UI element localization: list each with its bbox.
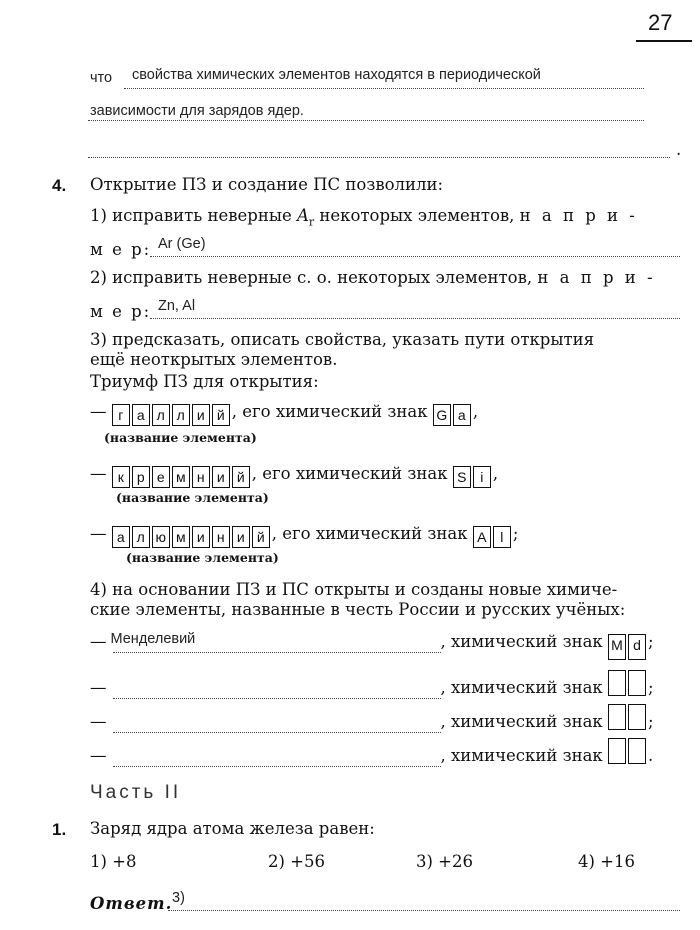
letter-box[interactable]: л xyxy=(172,404,190,426)
symbol-box[interactable] xyxy=(628,670,646,696)
answer-line xyxy=(150,256,680,257)
letter-box[interactable]: а xyxy=(112,526,130,548)
element-caption: (название элемента) xyxy=(116,490,269,505)
letter-box[interactable]: и xyxy=(232,526,250,548)
item4-line2: ские элементы, названные в честь России и русских учёных: xyxy=(90,600,626,619)
page-number: 27 xyxy=(648,10,673,35)
q1-text: Заряд ядра атома железа равен: xyxy=(90,819,375,838)
letter-box[interactable]: й xyxy=(212,404,230,426)
symbol-boxes[interactable] xyxy=(608,704,648,731)
sign-text: , химический знак xyxy=(440,746,603,765)
task4-item2 xyxy=(90,268,656,287)
item2-spaced: н а п р и - xyxy=(537,268,656,287)
q1-number: 1. xyxy=(52,820,67,839)
letter-box[interactable]: л xyxy=(132,526,150,548)
letter-box[interactable]: и xyxy=(192,526,210,548)
symbol-box[interactable]: i xyxy=(473,466,491,488)
dash: — xyxy=(90,712,107,731)
intro-end: . xyxy=(676,140,682,159)
ar-symbol: A xyxy=(296,206,309,225)
sign-text: , химический знак xyxy=(440,678,603,697)
symbol-boxes[interactable] xyxy=(608,632,648,660)
item1-text: 1) исправить неверные xyxy=(90,206,292,225)
symbol-box[interactable]: M xyxy=(608,634,626,660)
letter-box[interactable]: и xyxy=(212,466,230,488)
item1-answer[interactable]: Ar (Ge) xyxy=(158,236,206,252)
symbol-boxes[interactable] xyxy=(473,524,513,548)
item2-label: м е р: xyxy=(90,302,152,321)
row-end: . xyxy=(648,746,654,765)
letter-box[interactable]: а xyxy=(132,404,150,426)
row-end: , xyxy=(492,464,499,483)
element-caption: (название элемента) xyxy=(126,550,279,565)
q1-option-2[interactable]: 2) +56 xyxy=(268,852,326,871)
element-name: Менделевий xyxy=(110,631,196,647)
sign-text: , его химический знак xyxy=(251,464,448,483)
new-element-row xyxy=(90,670,654,699)
element-caption: (название элемента) xyxy=(104,430,257,445)
symbol-box[interactable]: A xyxy=(473,526,491,548)
element-name-boxes[interactable] xyxy=(112,524,272,548)
symbol-box[interactable]: G xyxy=(433,404,451,426)
ar-sub: r xyxy=(308,215,315,229)
letter-box[interactable]: ю xyxy=(152,526,170,548)
symbol-box[interactable]: S xyxy=(453,466,471,488)
item1-spaced: н а п р и - xyxy=(519,206,638,225)
symbol-box[interactable]: d xyxy=(628,634,646,660)
letter-box[interactable]: й xyxy=(232,466,250,488)
item1-text2: некоторых элементов, xyxy=(319,206,515,225)
letter-box[interactable]: м xyxy=(172,526,190,548)
element-name-boxes[interactable] xyxy=(112,464,252,488)
item3-line1: 3) предсказать, описать свойства, указать пути открытия xyxy=(90,330,595,349)
symbol-box[interactable]: l xyxy=(493,526,511,548)
symbol-box[interactable] xyxy=(608,670,626,696)
row-end: , xyxy=(472,402,479,421)
letter-box[interactable]: л xyxy=(152,404,170,426)
symbol-boxes[interactable] xyxy=(433,402,473,426)
row-end: ; xyxy=(512,524,519,543)
element-row xyxy=(90,524,518,548)
q1-option-4[interactable]: 4) +16 xyxy=(578,852,636,871)
task4-number: 4. xyxy=(52,176,67,195)
dash: — xyxy=(90,402,107,421)
new-element-row xyxy=(90,704,654,733)
row-end: ; xyxy=(648,632,654,651)
sign-text: , химический знак xyxy=(440,712,603,731)
letter-box[interactable]: е xyxy=(152,466,170,488)
task4-title: Открытие ПЗ и создание ПС позволили: xyxy=(90,175,444,194)
item2-text: 2) исправить неверные с. о. некоторых элементов, xyxy=(90,268,533,287)
element-row xyxy=(90,402,478,426)
dash: — xyxy=(90,464,107,483)
answer-line xyxy=(168,910,680,911)
intro-answer-line2[interactable]: зависимости для зарядов ядер. xyxy=(90,103,304,119)
element-name-field[interactable] xyxy=(110,631,441,653)
symbol-box[interactable] xyxy=(628,704,646,730)
item1-label: м е р: xyxy=(90,240,152,259)
task4-item1 xyxy=(90,206,638,228)
answer-line xyxy=(88,120,644,121)
letter-box[interactable]: р xyxy=(132,466,150,488)
item3-line2: ещё неоткрытых элементов. xyxy=(90,350,338,369)
q1-answer[interactable]: 3) xyxy=(172,890,185,906)
sign-text: , его химический знак xyxy=(231,402,428,421)
letter-box[interactable]: м xyxy=(172,466,190,488)
symbol-box[interactable] xyxy=(628,738,646,764)
element-name-field[interactable] xyxy=(113,680,441,699)
element-name-field[interactable] xyxy=(113,748,441,767)
new-element-row xyxy=(90,738,653,767)
symbol-boxes[interactable] xyxy=(608,670,648,697)
letter-box[interactable]: к xyxy=(112,466,130,488)
symbol-boxes[interactable] xyxy=(608,738,648,765)
letter-box[interactable]: н xyxy=(192,466,210,488)
sign-text: , его химический знак xyxy=(271,524,468,543)
element-name-field[interactable] xyxy=(113,714,441,733)
element-name-boxes[interactable] xyxy=(112,402,232,426)
symbol-box[interactable] xyxy=(608,738,626,764)
triumph-title: Триумф ПЗ для открытия: xyxy=(90,372,319,391)
intro-prefix: что xyxy=(90,70,113,86)
letter-box[interactable]: г xyxy=(112,404,130,426)
new-element-row xyxy=(90,632,654,660)
letter-box[interactable]: н xyxy=(212,526,230,548)
letter-box[interactable]: й xyxy=(252,526,270,548)
symbol-boxes[interactable] xyxy=(453,464,493,488)
element-row xyxy=(90,464,498,488)
dash: — xyxy=(90,524,107,543)
q1-option-3[interactable]: 3) +26 xyxy=(416,852,474,871)
answer-line xyxy=(124,88,644,89)
answer-line xyxy=(150,318,680,319)
row-end: ; xyxy=(648,712,654,731)
page-number-rule xyxy=(636,40,692,42)
intro-answer-line1[interactable]: свойства химических элементов находятся в периодической xyxy=(132,67,541,83)
sign-text: , химический знак xyxy=(440,632,603,651)
item4-line1: 4) на основании ПЗ и ПС открыты и созданы новые химиче- xyxy=(90,580,618,599)
symbol-box[interactable] xyxy=(608,704,626,730)
q1-option-1[interactable]: 1) +8 xyxy=(90,852,137,871)
symbol-box[interactable]: a xyxy=(453,404,471,426)
row-end: ; xyxy=(648,678,654,697)
dash: — xyxy=(90,746,107,765)
answer-label: Ответ. xyxy=(90,894,173,913)
part2-title: Часть II xyxy=(90,782,182,803)
item2-answer[interactable]: Zn, Al xyxy=(158,298,196,314)
letter-box[interactable]: и xyxy=(192,404,210,426)
dash: — xyxy=(90,632,107,651)
answer-line xyxy=(88,157,670,158)
dash: — xyxy=(90,678,107,697)
